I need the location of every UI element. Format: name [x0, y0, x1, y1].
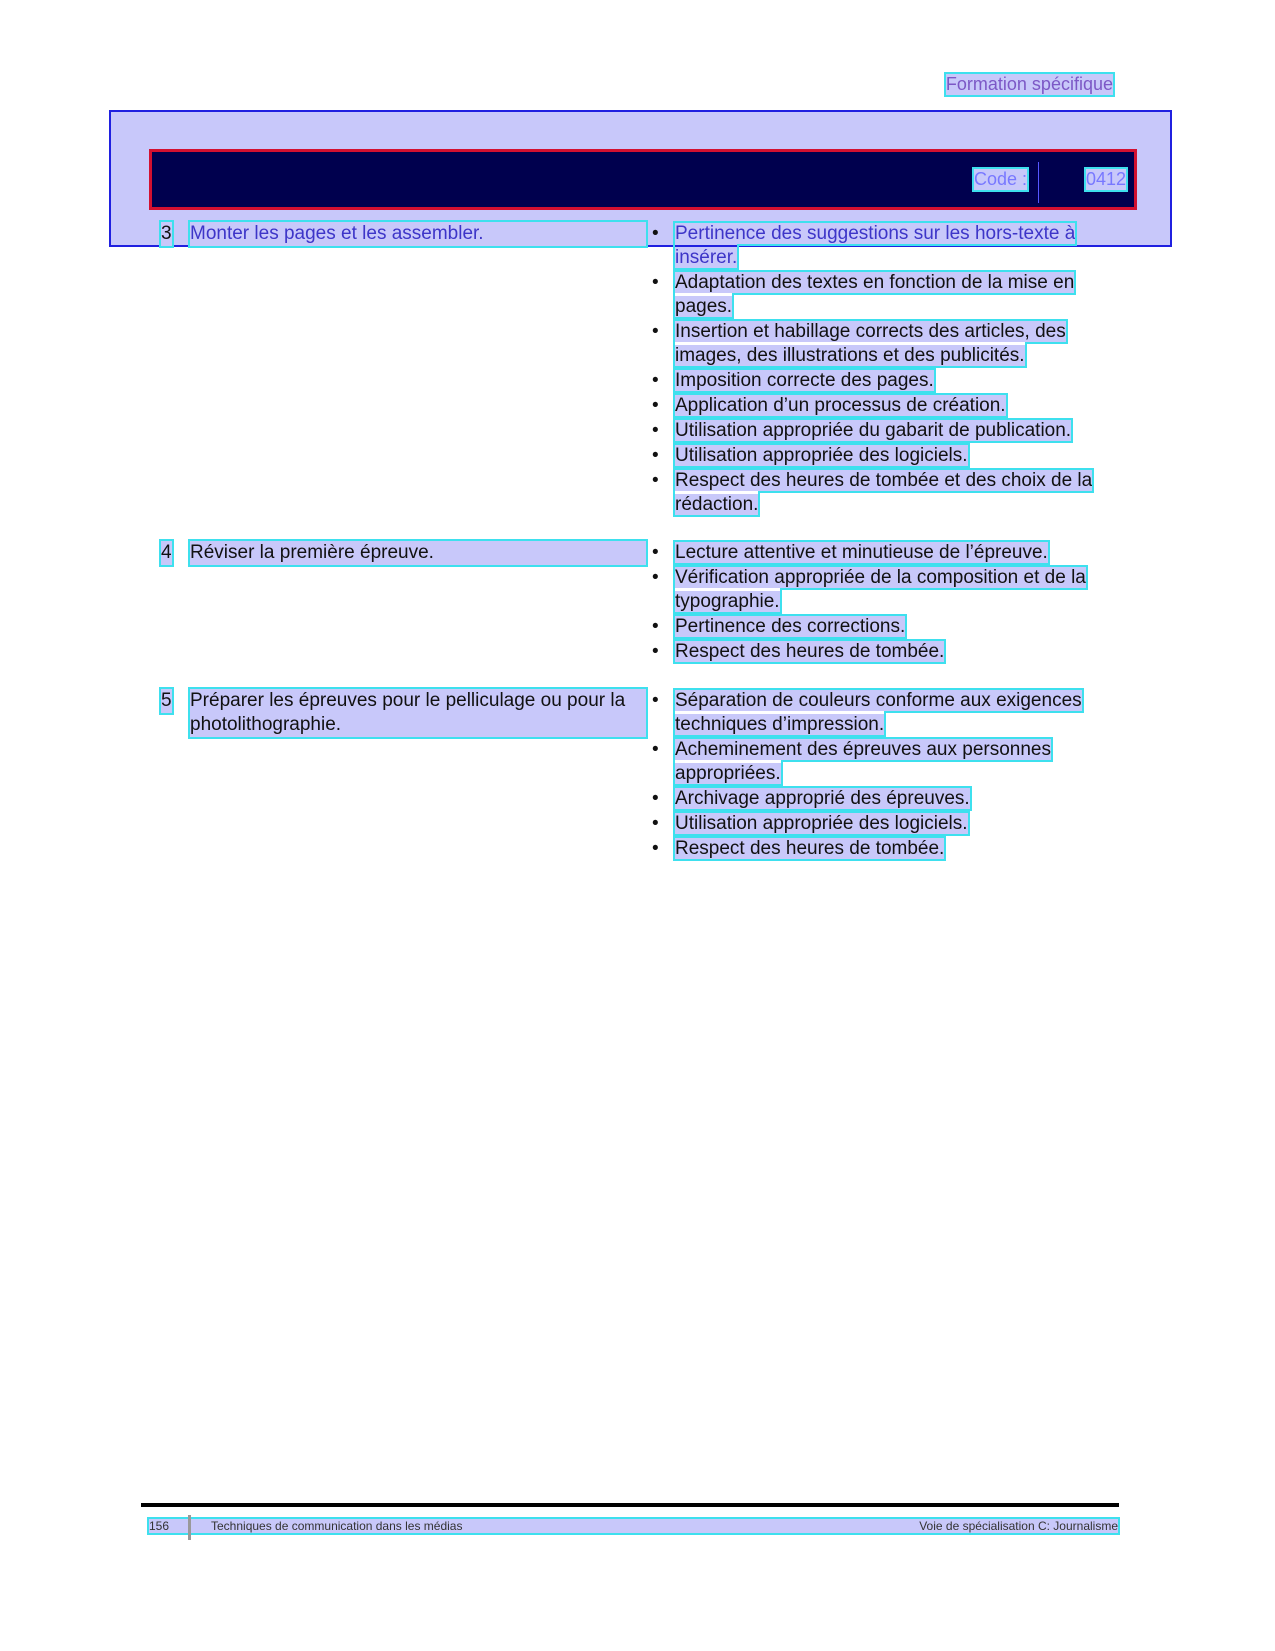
- footer-divider: [188, 1515, 191, 1540]
- criterion-item: [652, 615, 1117, 639]
- bullet-icon: •: [652, 838, 659, 859]
- criterion-item: [652, 566, 1117, 614]
- criterion-text: Vérification appropriée de la composition et de la typographie.: [675, 567, 1086, 612]
- criterion-text: Imposition correcte des pages.: [675, 370, 934, 391]
- bullet-icon: •: [652, 272, 659, 293]
- criterion-text: Pertinence des suggestions sur les hors-texte à insérer.: [675, 223, 1076, 268]
- criterion-text: Respect des heures de tombée et des choix de la rédaction.: [675, 470, 1093, 515]
- bullet-icon: •: [652, 813, 659, 834]
- criteria-list-5: [652, 689, 1117, 862]
- code-label: Code :: [974, 169, 1028, 189]
- bullet-icon: •: [652, 321, 659, 342]
- criterion-item: [652, 787, 1117, 811]
- bullet-icon: •: [652, 788, 659, 809]
- step-number: 5: [161, 690, 172, 711]
- running-head: Formation spécifique: [945, 74, 1113, 94]
- document-title: Techniques de communication dans les médias: [211, 1519, 463, 1533]
- criterion-item: [652, 541, 1117, 565]
- criterion-text: Adaptation des textes en fonction de la mise en pages.: [675, 272, 1075, 317]
- criterion-item: [652, 837, 1117, 861]
- criterion-text: Respect des heures de tombée.: [675, 838, 945, 859]
- criterion-item: [652, 394, 1117, 418]
- bullet-icon: •: [652, 616, 659, 637]
- bullet-icon: •: [652, 542, 659, 563]
- bullet-icon: •: [652, 395, 659, 416]
- step-5: [161, 689, 646, 737]
- bullet-icon: •: [652, 445, 659, 466]
- bullet-icon: •: [652, 370, 659, 391]
- criterion-text: Archivage approprié des épreuves.: [675, 788, 970, 809]
- bullet-icon: •: [652, 470, 659, 491]
- step-title: Réviser la première épreuve.: [190, 541, 646, 565]
- criterion-text: Utilisation appropriée des logiciels.: [675, 813, 968, 834]
- page-number: 156: [149, 1519, 170, 1533]
- code-value: 0412: [1086, 169, 1127, 189]
- footer: [149, 1519, 1118, 1533]
- criterion-text: Utilisation appropriée du gabarit de publication.: [675, 420, 1072, 441]
- criterion-item: [652, 812, 1117, 836]
- criterion-text: Séparation de couleurs conforme aux exigences techniques d’impression.: [675, 690, 1082, 735]
- step-number: 4: [161, 542, 172, 563]
- criterion-text: Acheminement des épreuves aux personnes appropriées.: [675, 739, 1052, 784]
- criterion-text: Application d’un processus de création.: [675, 395, 1006, 416]
- criterion-item: [652, 369, 1117, 393]
- bullet-icon: •: [652, 420, 659, 441]
- bullet-icon: •: [652, 641, 659, 662]
- program-name: Voie de spécialisation C: Journalisme: [919, 1519, 1118, 1533]
- step-title: Monter les pages et les assembler.: [190, 222, 646, 246]
- criterion-item: [652, 271, 1117, 319]
- criterion-item: [652, 222, 1117, 270]
- criteria-list-3: [652, 222, 1117, 518]
- criterion-item: [652, 640, 1117, 664]
- footer-rule: [141, 1503, 1119, 1507]
- bullet-icon: •: [652, 223, 659, 244]
- criterion-item: [652, 320, 1117, 368]
- criterion-text: Lecture attentive et minutieuse de l’épreuve.: [675, 542, 1048, 563]
- step-4: [161, 541, 646, 565]
- criterion-item: [652, 419, 1117, 443]
- code-separator: [1038, 162, 1039, 203]
- criterion-item: [652, 444, 1117, 468]
- bullet-icon: •: [652, 567, 659, 588]
- bullet-icon: •: [652, 690, 659, 711]
- step-title: Préparer les épreuves pour le pelliculage ou pour la photolithographie.: [190, 689, 646, 737]
- criterion-item: [652, 689, 1117, 737]
- step-3: [161, 222, 646, 246]
- criterion-text: Pertinence des corrections.: [675, 616, 906, 637]
- criterion-text: Utilisation appropriée des logiciels.: [675, 445, 968, 466]
- criterion-item: [652, 738, 1117, 786]
- code-bar: [149, 149, 1137, 210]
- bullet-icon: •: [652, 739, 659, 760]
- criterion-text: Insertion et habillage corrects des articles, des images, des illustrations et des publicités.: [675, 321, 1066, 366]
- criterion-text: Respect des heures de tombée.: [675, 641, 945, 662]
- criteria-list-4: [652, 541, 1117, 665]
- criterion-item: [652, 469, 1117, 517]
- step-number: 3: [161, 223, 172, 244]
